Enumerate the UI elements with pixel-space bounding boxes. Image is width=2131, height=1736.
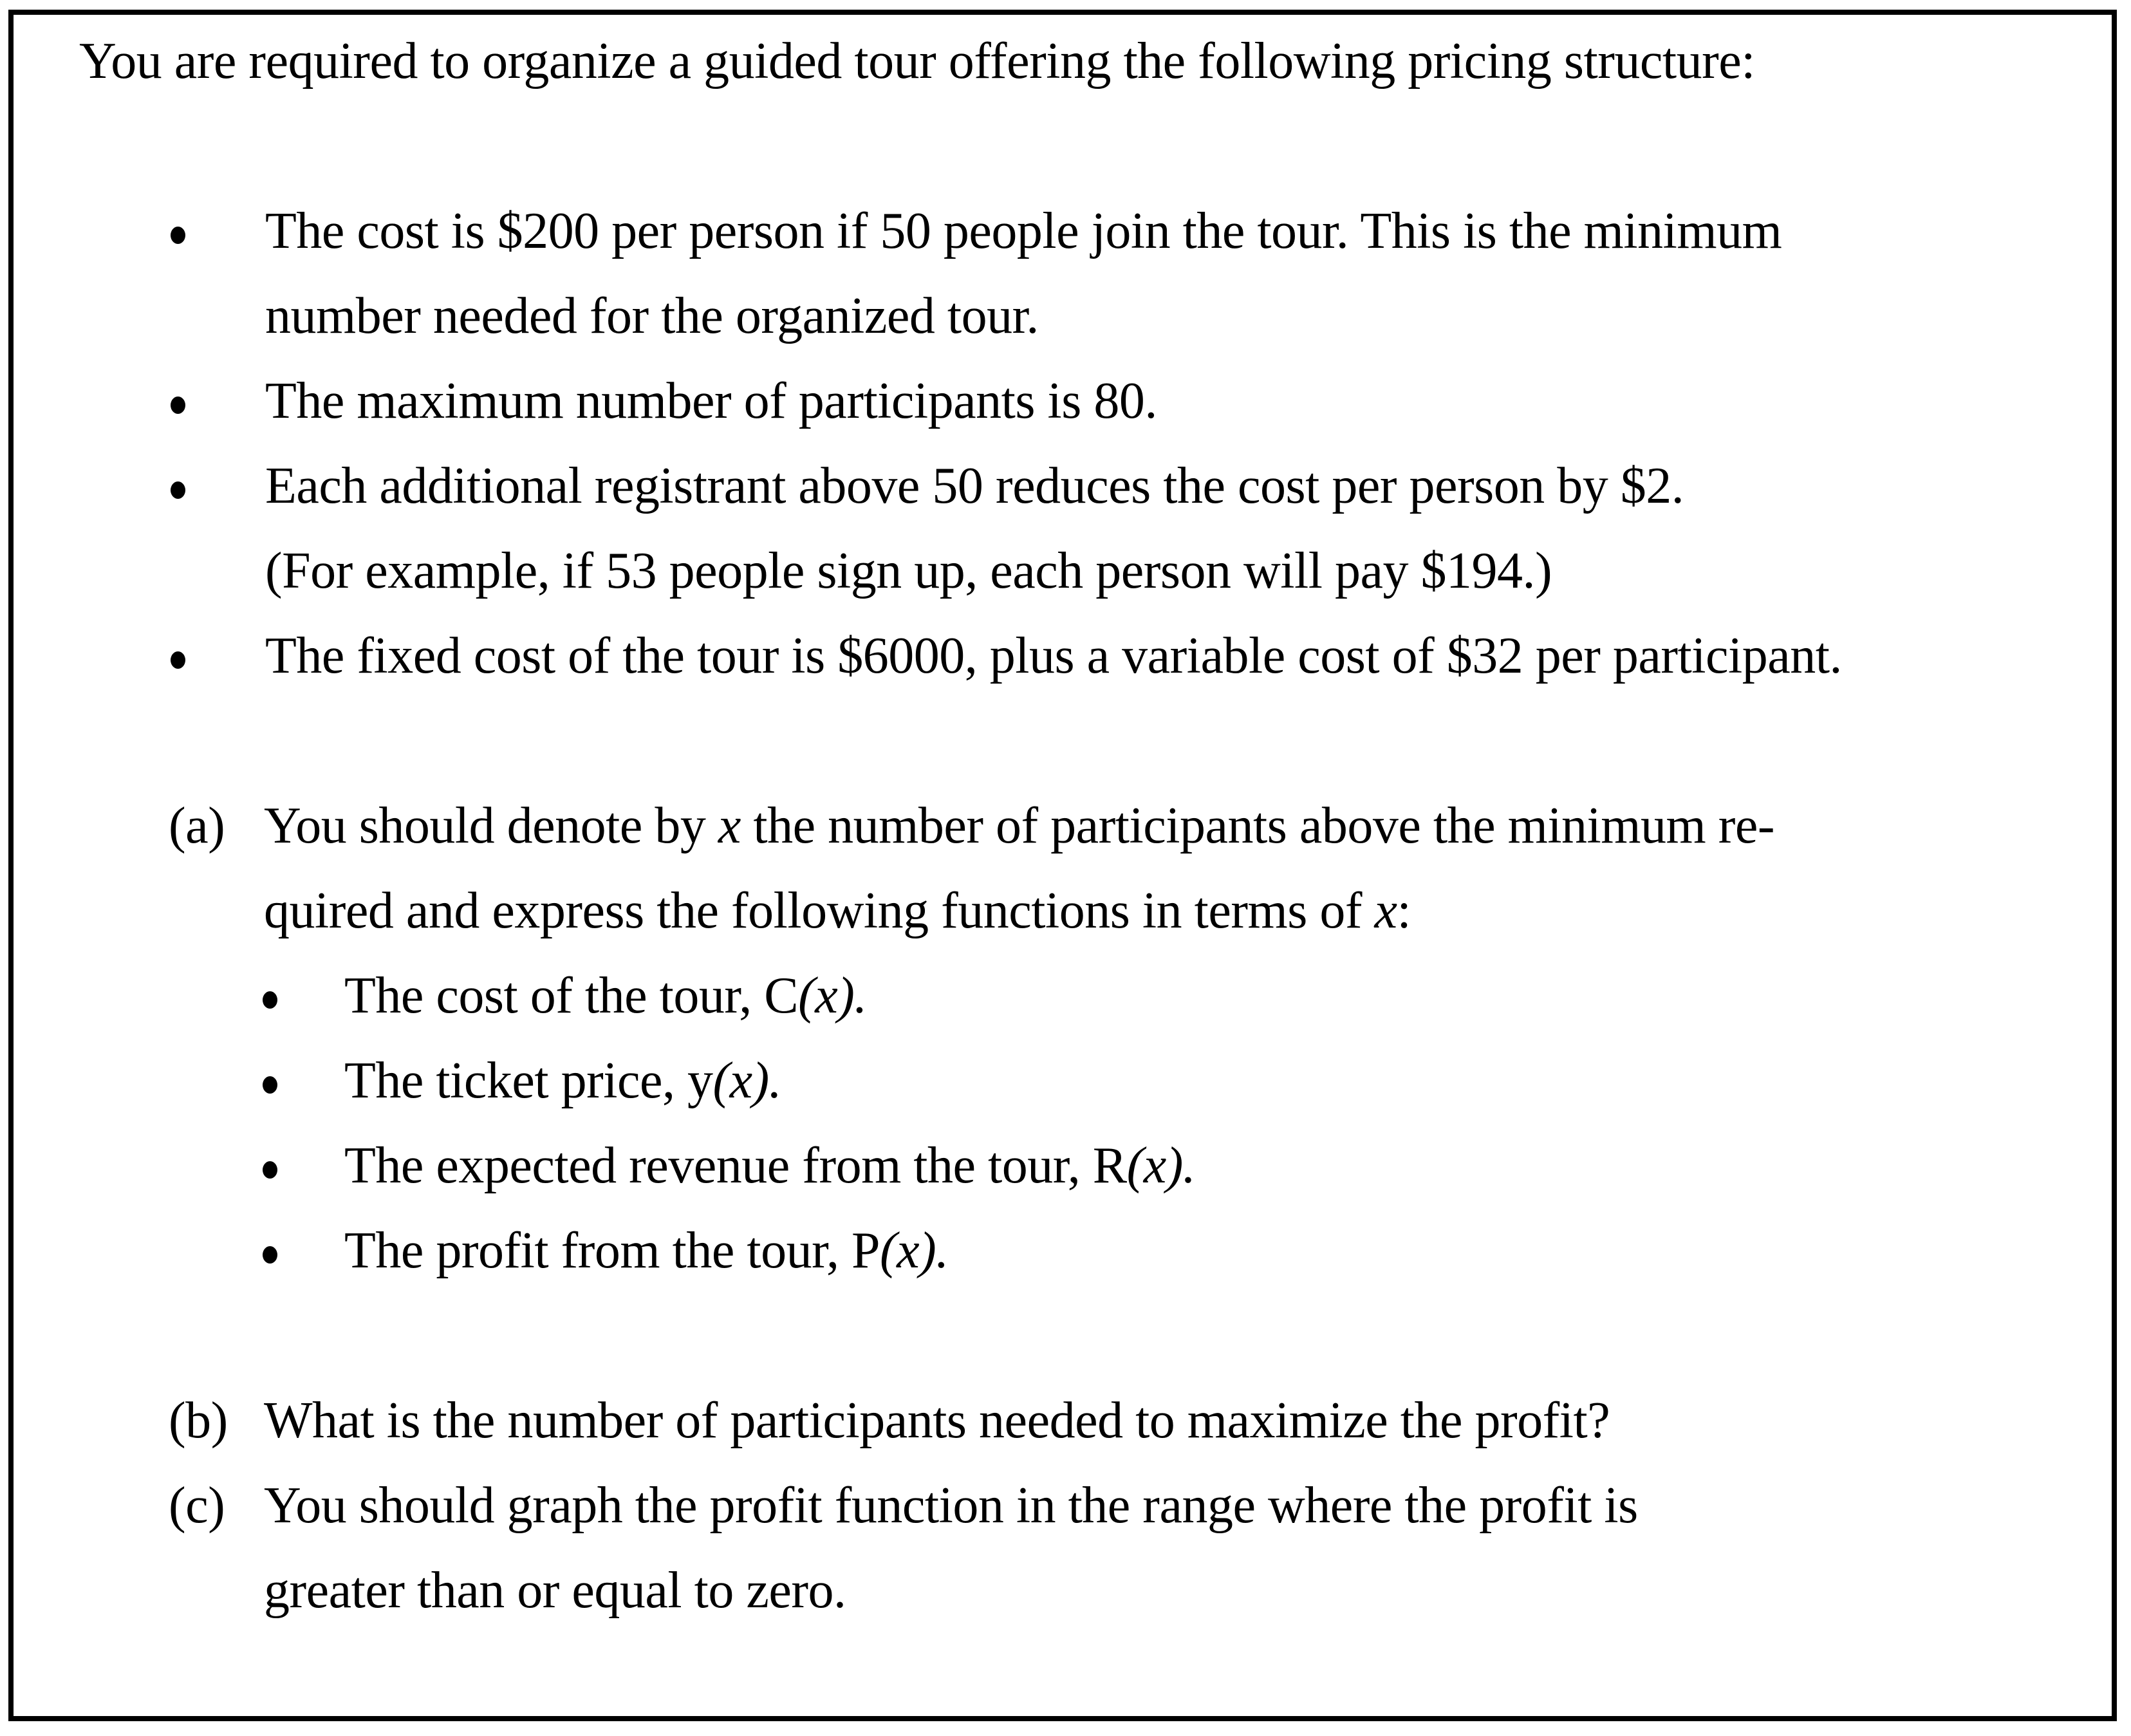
part-a-label: (a)	[169, 798, 225, 854]
blank-line	[79, 698, 2105, 783]
bullet-item-maximum	[79, 359, 2105, 443]
blank-line	[79, 104, 2105, 189]
item-text: The ticket price, y	[344, 1052, 713, 1109]
item-text: The cost of the tour, C	[344, 967, 799, 1024]
bullet-dot-icon	[263, 1246, 277, 1264]
bullet-dot-icon	[263, 1076, 277, 1094]
bullet-text: Each additional registrant above 50 reduces the cost per person by $2.	[265, 458, 1684, 514]
variable-x: x	[1374, 882, 1397, 939]
part-b-label: (b)	[169, 1392, 228, 1449]
part-a-heading	[79, 783, 2105, 868]
bullet-text: The cost is $200 per person if 50 people join the tour. This is the minimum	[265, 203, 1782, 259]
bullet-item-discount	[79, 443, 2105, 528]
part-c-text: You should graph the profit function in the range where the profit is	[264, 1477, 1638, 1534]
bullet-item-fixed-cost	[79, 613, 2105, 698]
part-c-instruction-continuation	[79, 1548, 2105, 1633]
bullet-text: (For example, if 53 people sign up, each person will pay $194.)	[265, 543, 1552, 599]
part-b-question	[79, 1378, 2105, 1463]
function-notation: (x).	[1126, 1137, 1196, 1194]
item-text: The profit from the tour, P	[344, 1222, 880, 1279]
bullet-dot-icon	[171, 651, 185, 669]
part-b-text: What is the number of participants needed to maximize the profit?	[264, 1392, 1610, 1449]
part-a-item-revenue	[79, 1123, 2105, 1208]
part-c-label: (c)	[169, 1477, 225, 1534]
bullet-item-cost-continuation	[79, 274, 2105, 359]
part-a-text: quired and express the following functions in terms of	[264, 882, 1375, 939]
part-a-item-profit	[79, 1208, 2105, 1293]
bullet-dot-icon	[171, 397, 185, 414]
bullet-dot-icon	[171, 227, 185, 244]
problem-title	[79, 19, 2105, 104]
bullet-item-cost	[79, 189, 2105, 274]
part-c-instruction	[79, 1463, 2105, 1548]
bullet-dot-icon	[171, 481, 185, 499]
bullet-text: The fixed cost of the tour is $6000, plus a variable cost of $32 per participant.	[265, 628, 1842, 684]
bullet-dot-icon	[263, 1161, 277, 1179]
part-a-text: the number of participants above the minimum re-	[740, 798, 1775, 854]
function-notation: (x).	[798, 967, 867, 1024]
variable-x: x	[718, 798, 741, 854]
bullet-dot-icon	[263, 991, 277, 1009]
part-a-text: :	[1397, 882, 1411, 939]
item-text: The expected revenue from the tour, R	[344, 1137, 1127, 1194]
part-c-text: greater than or equal to zero.	[264, 1562, 846, 1619]
part-a-text: You should denote by	[264, 798, 718, 854]
problem-title-text: You are required to organize a guided tour offering the following pricing structure:	[79, 33, 1755, 89]
function-notation: (x).	[712, 1052, 782, 1109]
problem-content	[79, 19, 2105, 1633]
bullet-text: The maximum number of participants is 80.	[265, 373, 1157, 429]
blank-line	[79, 1293, 2105, 1378]
part-a-item-cost-function	[79, 953, 2105, 1038]
function-notation: (x).	[880, 1222, 949, 1279]
part-a-heading-continuation	[79, 868, 2105, 953]
bullet-item-discount-example	[79, 528, 2105, 613]
bullet-text: number needed for the organized tour.	[265, 288, 1039, 344]
part-a-item-ticket-price	[79, 1038, 2105, 1123]
